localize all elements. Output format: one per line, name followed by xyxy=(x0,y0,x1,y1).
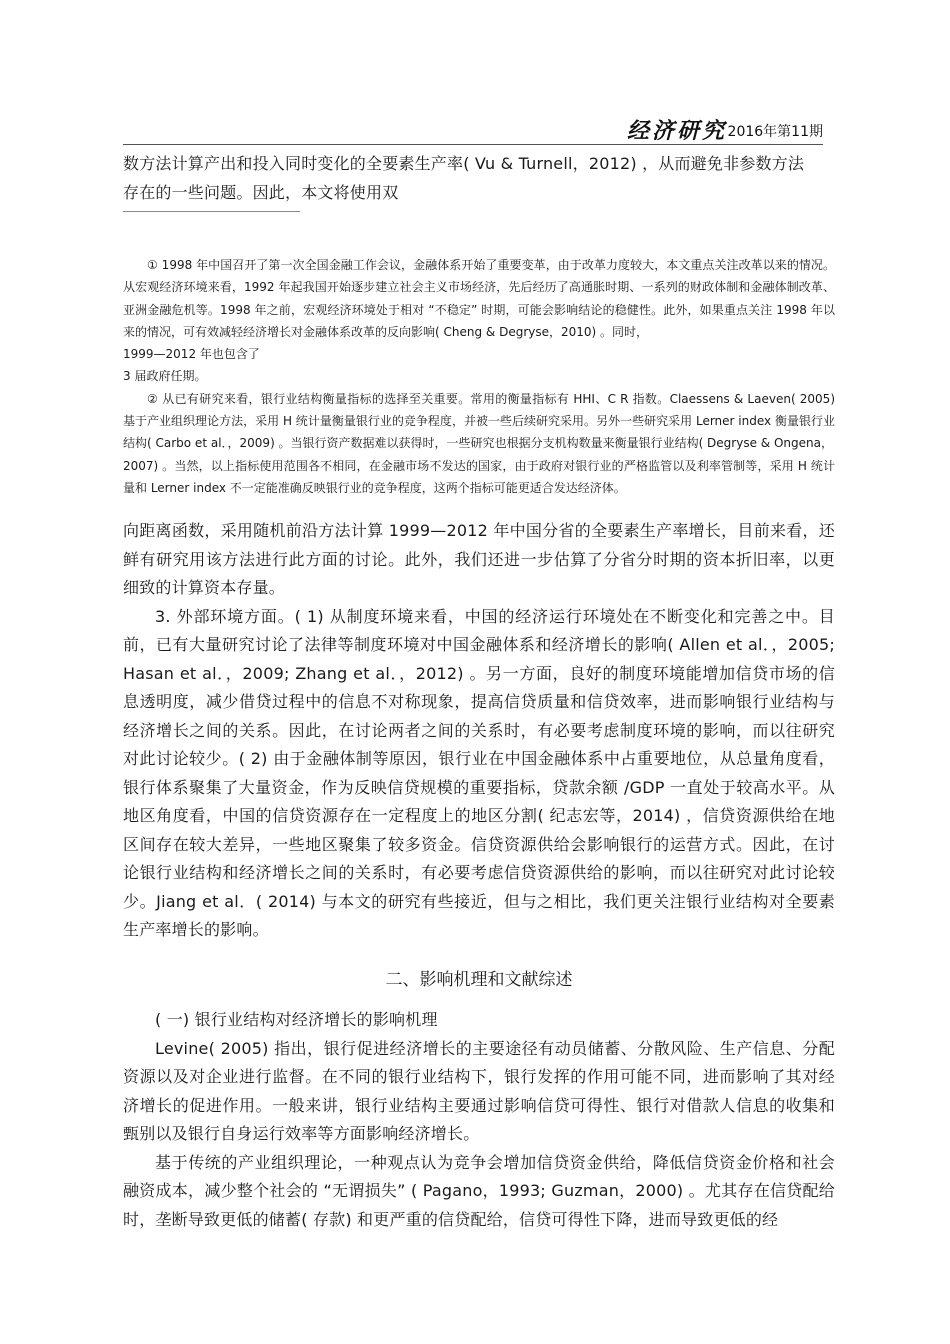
levine-paragraph: Levine( 2005) 指出，银行促进经济增长的主要途径有动员储蓄、分散风险、生产信息、分配资源以及对企业进行监督。在不同的银行业结构下，银行发挥的作用可能不同，进而影响了其对经济增长的促进作用。一般来讲，银行业结构主要通过影响信贷可得性、银行对借款人信息的收集和甄别以及银行自身运行效率等方面影响经济增长。 xyxy=(123,1038,835,1143)
theory-paragraph: 基于传统的产业组织理论，一种观点认为竞争会增加信贷资金供给，降低信贷资金价格和社会融资成本，减少整个社会的 “无谓损失” ( Pagano，1993; Guzman，2000) 。尤其存在信贷配给时，垄断导致更低的储蓄( 存款) 和更严重的信贷配给，信贷可得性下降，进而导致更低的经 xyxy=(123,1152,835,1229)
section-body xyxy=(123,1006,835,1234)
footnote-divider xyxy=(123,211,300,212)
main-body xyxy=(123,517,835,945)
text-line: 数方法计算产出和投入同时变化的全要素生产率( Vu & Turnell，2012) ，从而避免非参数方法 xyxy=(123,154,805,173)
subsection-title: ( 一) 银行业结构对经济增长的影响机理 xyxy=(155,1010,438,1029)
external-environment-paragraph: 3. 外部环境方面。( 1) 从制度环境来看，中国的经济运行环境处在不断变化和完善之中。目前，已有大量研究讨论了法律等制度环境对中国金融体系和经济增长的影响( Allen et al．，2005; Hasan et al．，2009; Zhang et al．，2012) 。另一方面，良好的制度环境能增加信贷市场的信息透明度，减少借贷过程中的信息不对称现象，提高信贷质量和信贷效率，进而影响银行业结构与经济增长之间的关系。因此，在讨论两者之间的关系时，有必要考虑制度环境的影响，而以往研究对此讨论较少。( 2) 由于金融体制等原因，银行业在中国金融体系中占重要地位，从总量角度看，银行体系聚集了大量资金，作为反映信贷规模的重要指标，贷款余额 /GDP 一直处于较高水平。从地区角度看，中国的信贷资源存在一定程度上的地区分割( 纪志宏等，2014) ，信贷资源供给在地区间存在较大差异，一些地区聚集了较多资金。信贷资源供给会影响银行的运营方式。因此，在讨论银行业结构和经济增长之间的关系时，有必要考虑信贷资源供给的影响，而以往研究对此讨论较少。Jiang et al．( 2014) 与本文的研究有些接近，但与之相比，我们更关注银行业结构对全要素生产率增长的影响。 xyxy=(123,606,835,939)
footnotes xyxy=(123,254,835,499)
running-header xyxy=(123,112,823,144)
top-paragraph xyxy=(123,150,835,207)
footnote-1-line: 3 届政府任期。 xyxy=(123,369,207,384)
footnote-1-line: 1999—2012 年也包含了 xyxy=(123,347,260,362)
continuation-paragraph: 向距离函数，采用随机前沿方法计算 1999—2012 年中国分省的全要素生产率增长，目前来看，还鲜有研究用该方法进行此方面的讨论。此外，我们还进一步估算了分省分时期的资本折旧率，以更细致的计算资本存量。 xyxy=(123,521,835,597)
journal-logo: 经济研究 xyxy=(626,118,727,144)
footnote-1: ① 1998 年中国召开了第一次全国金融工作会议，金融体系开始了重要变革，由于改革力度较大，本文重点关注改革以来的情况。从宏观经济环境来看，1992 年起我国开始逐步建立社会主义市场经济，先后经历了高通胀时期、一系列的财政体制和金融体制改革、亚洲金融危机等。1998 年之前，宏观经济环境处于相对 “不稳定” 时期，可能会影响结论的稳健性。此外，如果重点关注 1998 年以来的情况，可有效减轻经济增长对金融体系改革的反向影响( Cheng & Degryse，2010) 。同时， xyxy=(123,258,835,339)
footnote-2: ② 从已有研究来看，银行业结构衡量指标的选择至关重要。常用的衡量指标有 HHI、C R 指数。Claessens & Laeven( 2005) 基于产业组织理论方法，采用 H 统计量衡量银行业的竞争程度，并被一些后续研究采用。另外一些研究采用 Lerner index 衡量银行业结构( Carbo et al．，2009) 。当银行资产数据难以获得时，一些研究也根据分支机构数量来衡量银行业结构( Degryse & Ongena， xyxy=(123,391,835,451)
header-rule xyxy=(123,144,823,145)
issue-number: 2016年第11期 xyxy=(727,124,823,140)
text-line: 存在的一些问题。因此，本文将使用双 xyxy=(123,182,399,202)
footnote-2-line: 2007) 。当然，以上指标使用范围各不相同，在金融市场不发达的国家，由于政府对银行业的严格监管以及利率管制等，采用 H 统计量和 Lerner index 不一定能准确反映银行业的竞争程度，这两个指标可能更适合发达经济体。 xyxy=(123,458,835,495)
section-title: 二、影响机理和文献综述 xyxy=(385,970,573,990)
